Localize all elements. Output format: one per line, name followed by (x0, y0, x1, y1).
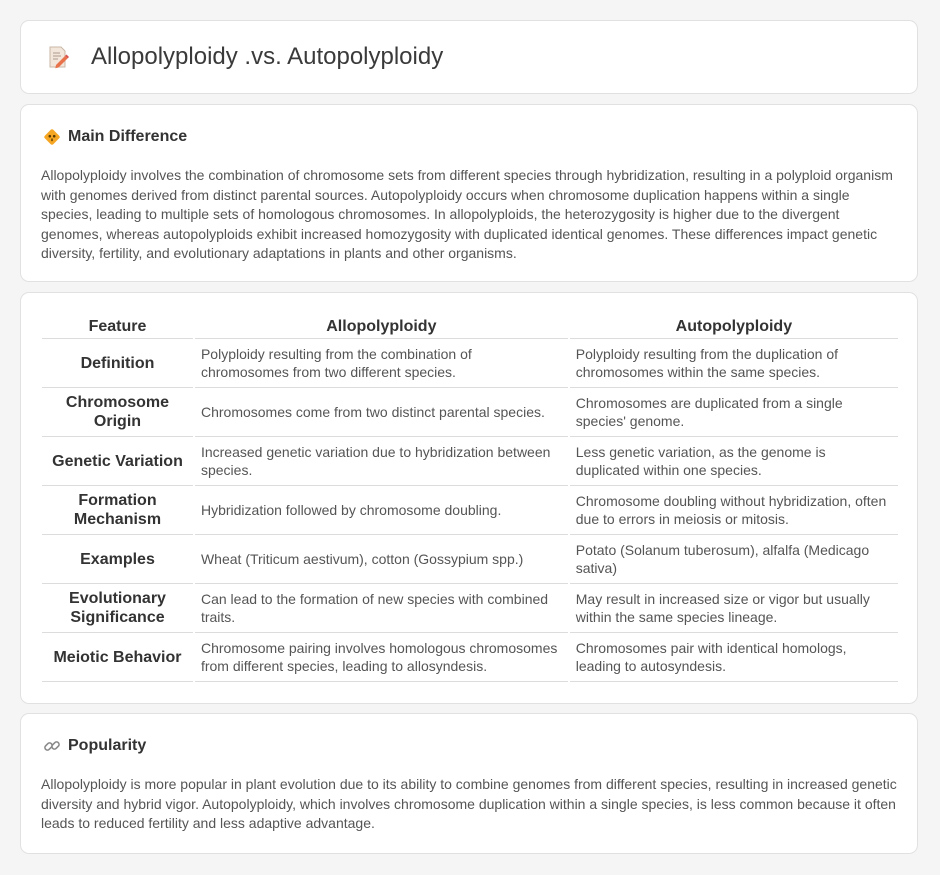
row-feature: Evolutionary Significance (42, 584, 194, 633)
row-allo: Polyploidy resulting from the combination of chromosomes from two different species. (194, 339, 569, 388)
header-feature: Feature (42, 314, 194, 339)
main-difference-header (43, 128, 187, 146)
row-auto: Potato (Solanum tuberosum), alfalfa (Medicago sativa) (569, 535, 898, 584)
row-allo: Wheat (Triticum aestivum), cotton (Gossypium spp.) (194, 535, 569, 584)
link-icon (43, 737, 61, 755)
table-row (42, 388, 898, 437)
title-row (47, 43, 443, 71)
row-feature: Formation Mechanism (42, 486, 194, 535)
diamond-warning-icon (43, 128, 61, 146)
main-difference-text: Allopolyploidy involves the combination of chromosome sets from different species through hybridization, resulting in a polyploid organism with genomes derived from distinct parental sources. Autopolyploidy occurs when chromosome duplication happens within a single species, leading to multiple sets of homologous chromosomes. In allopolyploids, the heterozygosity is higher due to the divergent genomes, whereas autopolyploids exhibit increased homozygosity with duplicated identical genomes. These differences impact genetic diversity, fertility, and evolutionary adaptations in plants and other organisms. (41, 167, 893, 261)
row-allo: Hybridization followed by chromosome doubling. (194, 486, 569, 535)
row-auto: Chromosome doubling without hybridization, often due to errors in meiosis or mitosis. (569, 486, 898, 535)
row-allo: Can lead to the formation of new species with combined traits. (194, 584, 569, 633)
table-header-row (42, 314, 898, 339)
table-row (42, 437, 898, 486)
row-allo: Chromosomes come from two distinct parental species. (194, 388, 569, 437)
row-auto: May result in increased size or vigor but usually within the same species lineage. (569, 584, 898, 633)
row-feature: Definition (42, 339, 194, 388)
row-auto: Polyploidy resulting from the duplication of chromosomes within the same species. (569, 339, 898, 388)
document-edit-icon (47, 45, 69, 69)
row-allo: Chromosome pairing involves homologous chromosomes from different species, leading to allosyndesis. (194, 633, 569, 682)
header-allopolyploidy: Allopolyploidy (194, 314, 569, 339)
popularity-header (43, 737, 146, 755)
popularity-heading: Popularity (68, 737, 147, 754)
table-row (42, 486, 898, 535)
row-auto: Chromosomes are duplicated from a single species' genome. (569, 388, 898, 437)
page-title: Allopolyploidy .vs. Autopolyploidy (91, 43, 444, 70)
row-feature: Chromosome Origin (42, 388, 194, 437)
row-feature: Examples (42, 535, 194, 584)
header-autopolyploidy: Autopolyploidy (569, 314, 898, 339)
table-row (42, 633, 898, 682)
row-feature: Genetic Variation (42, 437, 194, 486)
row-auto: Less genetic variation, as the genome is duplicated within one species. (569, 437, 898, 486)
table-row (42, 535, 898, 584)
main-difference-heading: Main Difference (68, 128, 188, 145)
table-row (42, 339, 898, 388)
comparison-table (42, 314, 898, 682)
main-difference-card (20, 104, 918, 282)
table-row (42, 584, 898, 633)
popularity-card (20, 713, 918, 854)
title-card (20, 20, 918, 94)
row-allo: Increased genetic variation due to hybridization between species. (194, 437, 569, 486)
row-feature: Meiotic Behavior (42, 633, 194, 682)
comparison-card (20, 292, 918, 704)
popularity-text: Allopolyploidy is more popular in plant evolution due to its ability to combine genomes from different species, resulting in increased genetic diversity and hybrid vigor. Autopolyploidy, which involves chromosome duplication within a single species, is less common because it often leads to reduced fertility and less adaptive advantage. (41, 776, 897, 831)
row-auto: Chromosomes pair with identical homologs, leading to autosyndesis. (569, 633, 898, 682)
